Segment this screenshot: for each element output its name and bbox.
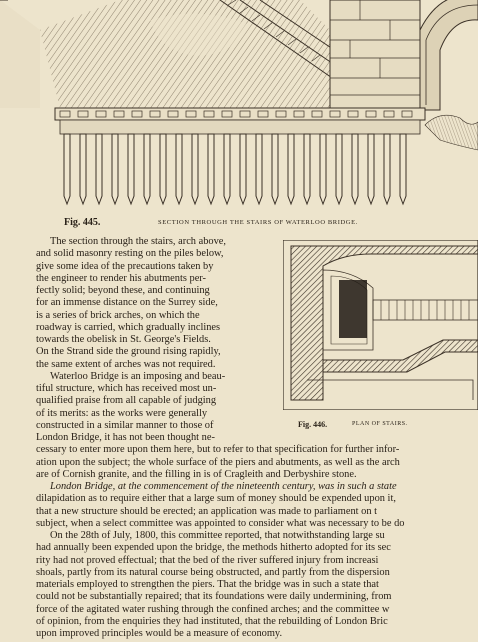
text-line: London Bridge, it has not been thought ne- [36,432,215,443]
text-line: Waterloo Bridge is an imposing and beau- [50,370,226,382]
figure-445-title: SECTION THROUGH THE STAIRS OF WATERLOO BRIDGE. [158,219,358,226]
text-line: cessary to enter more upon them here, but to refer to that specification for further infor- [36,444,400,456]
text-line: could not be substantially repaired; that its foundations were daily undermining, from [36,591,392,603]
text-line: the engineer to render his abutments per- [36,272,207,284]
text-line: fectly solid; beyond these, and continuing [36,285,210,296]
text-line: that a new structure should be erected; an application was made to parliament on t [36,505,378,517]
figure-445-section-drawing [0,0,478,222]
text-line: London Bridge, at the commencement of the nineteenth century, was in such a state [50,481,397,492]
text-line: roadway is carried, which gradually inclines [36,321,221,333]
text-line: had annually been expended upon the bridge, the methods hitherto adopted for its sec [36,542,391,554]
figure-446-caption [292,420,478,432]
figure-446-plan-drawing [283,240,478,410]
text-line: is a series of brick arches, on which the [36,309,200,321]
figure-445-number: Fig. 445. [64,217,101,228]
text-line: towards the obelisk in St. George's Fields. [36,334,211,345]
body-text-narrow-column [36,236,276,432]
text-line: qualified praise from all capable of judging [36,395,217,407]
text-line: rity had not proved effectual; that the bed of the river suffered injury from increasi [36,554,379,566]
text-line: ation upon the subject; the whole surface of the piers and abutments, as well as the arch [36,456,400,468]
text-line: On the Strand side the ground rising rapidly, [36,346,221,358]
text-line: are of Cornish granite, and the filling in is of Cragleith and Derbyshire stone. [36,468,357,480]
text-line: for an immense distance on the Surrey side, [36,297,218,309]
text-line: The section through the stairs, arch above, [50,236,227,247]
text-line: upon improved principles would be a measure of economy. [36,628,283,639]
text-line: force of the agitated water rushing through the confined arches; and the committee w [36,603,390,615]
figure-445-caption [0,217,478,231]
figure-446-number: Fig. 446. [298,420,328,429]
text-line: of its merits: as the works were generally [36,407,208,419]
text-line: tiful structure, which has received most un- [36,383,217,394]
body-text-wide-column [36,432,478,640]
text-line: shoals, partly from its natural course being obstructed, and partly from the dispersion [36,566,390,578]
text-line: of opinion, from the enquiries they had instituted, that the rebuilding of London Bric [36,615,388,627]
text-line: constructed in a similar manner to those of [36,419,214,431]
figure-446-title: PLAN OF STAIRS. [352,421,408,427]
text-line: and solid masonry resting on the piles below, [36,248,224,260]
text-line: give some idea of the precautions taken by [36,260,214,272]
text-line: On the 28th of July, 1800, this committee reported, that notwithstanding large su [50,530,385,541]
text-line: subject, when a select committee was appointed to consider what was necessary to be do [36,517,405,529]
text-line: the same extent of arches was not required. [36,358,216,370]
text-line: dilapidation as to require either that a large sum of money should be expended upon it, [36,493,396,505]
text-line: materials employed to strengthen the piers. That the bridge was in such a state that [36,579,379,590]
